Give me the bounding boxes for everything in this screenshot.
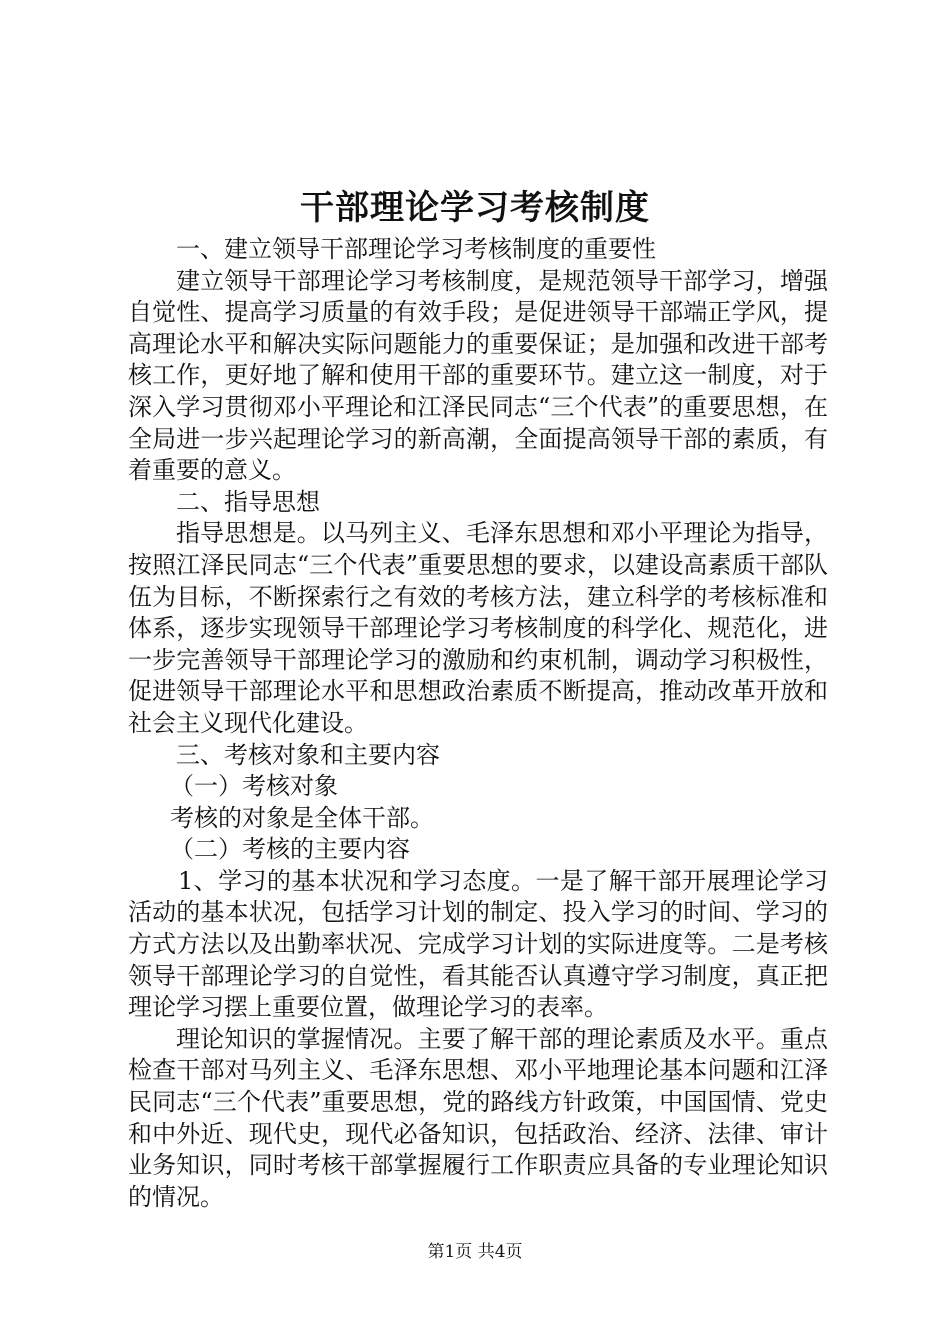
paragraph-theory-knowledge: 理论知识的掌握情况。主要了解干部的理论素质及水平。重点检查干部对马列主义、毛泽东思想、邓小平地理论基本问题和江泽民同志“三个代表”重要思想，党的路线方针政策，中国国情、党史和中外近、现代史，现代必备知识，包括政治、经济、法律、审计业务知识，同时考核干部掌握履行工作职责应具备的专业理论知识的情况。 — [128, 1024, 828, 1211]
subsection-heading-1: （一）考核对象 — [170, 772, 338, 801]
subsection-heading-2: （二）考核的主要内容 — [170, 835, 410, 864]
section-heading-3: 三、考核对象和主要内容 — [176, 740, 440, 769]
paragraph-importance: 建立领导干部理论学习考核制度，是规范领导干部学习，增强自觉性、提高学习质量的有效手段；是促进领导干部端正学风，提高理论水平和解决实际问题能力的重要保证；是加强和改进干部考核工作，更好地了解和使用干部的重要环节。建立这一制度，对于深入学习贯彻邓小平理论和江泽民同志“三个代表”的重要思想，在全局进一步兴起理论学习的新高潮，全面提高领导干部的素质，有着重要的意义。 — [128, 266, 828, 485]
document-title: 干部理论学习考核制度 — [300, 188, 650, 228]
paragraph-learning-status: 1、学习的基本状况和学习态度。一是了解干部开展理论学习活动的基本状况，包括学习计划的制定、投入学习的时间、学习的方式方法以及出勤率状况、完成学习计划的实际进度等。二是考核领导干部理论学习的自觉性，看其能否认真遵守学习制度，真正把理论学习摆上重要位置，做理论学习的表率。 — [128, 866, 828, 1022]
page-number: 第1页 共4页 — [427, 1242, 523, 1262]
section-heading-1: 一、建立领导干部理论学习考核制度的重要性 — [176, 235, 656, 263]
section-heading-2: 二、指导思想 — [176, 487, 320, 516]
paragraph-guiding-thought: 指导思想是。以马列主义、毛泽东思想和邓小平理论为指导，按照江泽民同志“三个代表”重要思想的要求，以建设高素质干部队伍为目标，不断探索行之有效的考核方法，建立科学的考核标准和体系，逐步实现领导干部理论学习考核制度的科学化、规范化，进一步完善领导干部理论学习的激励和约束机制，调动学习积极性，促进领导干部理论水平和思想政治素质不断提高，推动改革开放和社会主义现代化建设。 — [128, 519, 828, 737]
paragraph-assessment-target: 考核的对象是全体干部。 — [170, 803, 434, 832]
document-body — [128, 234, 828, 1213]
